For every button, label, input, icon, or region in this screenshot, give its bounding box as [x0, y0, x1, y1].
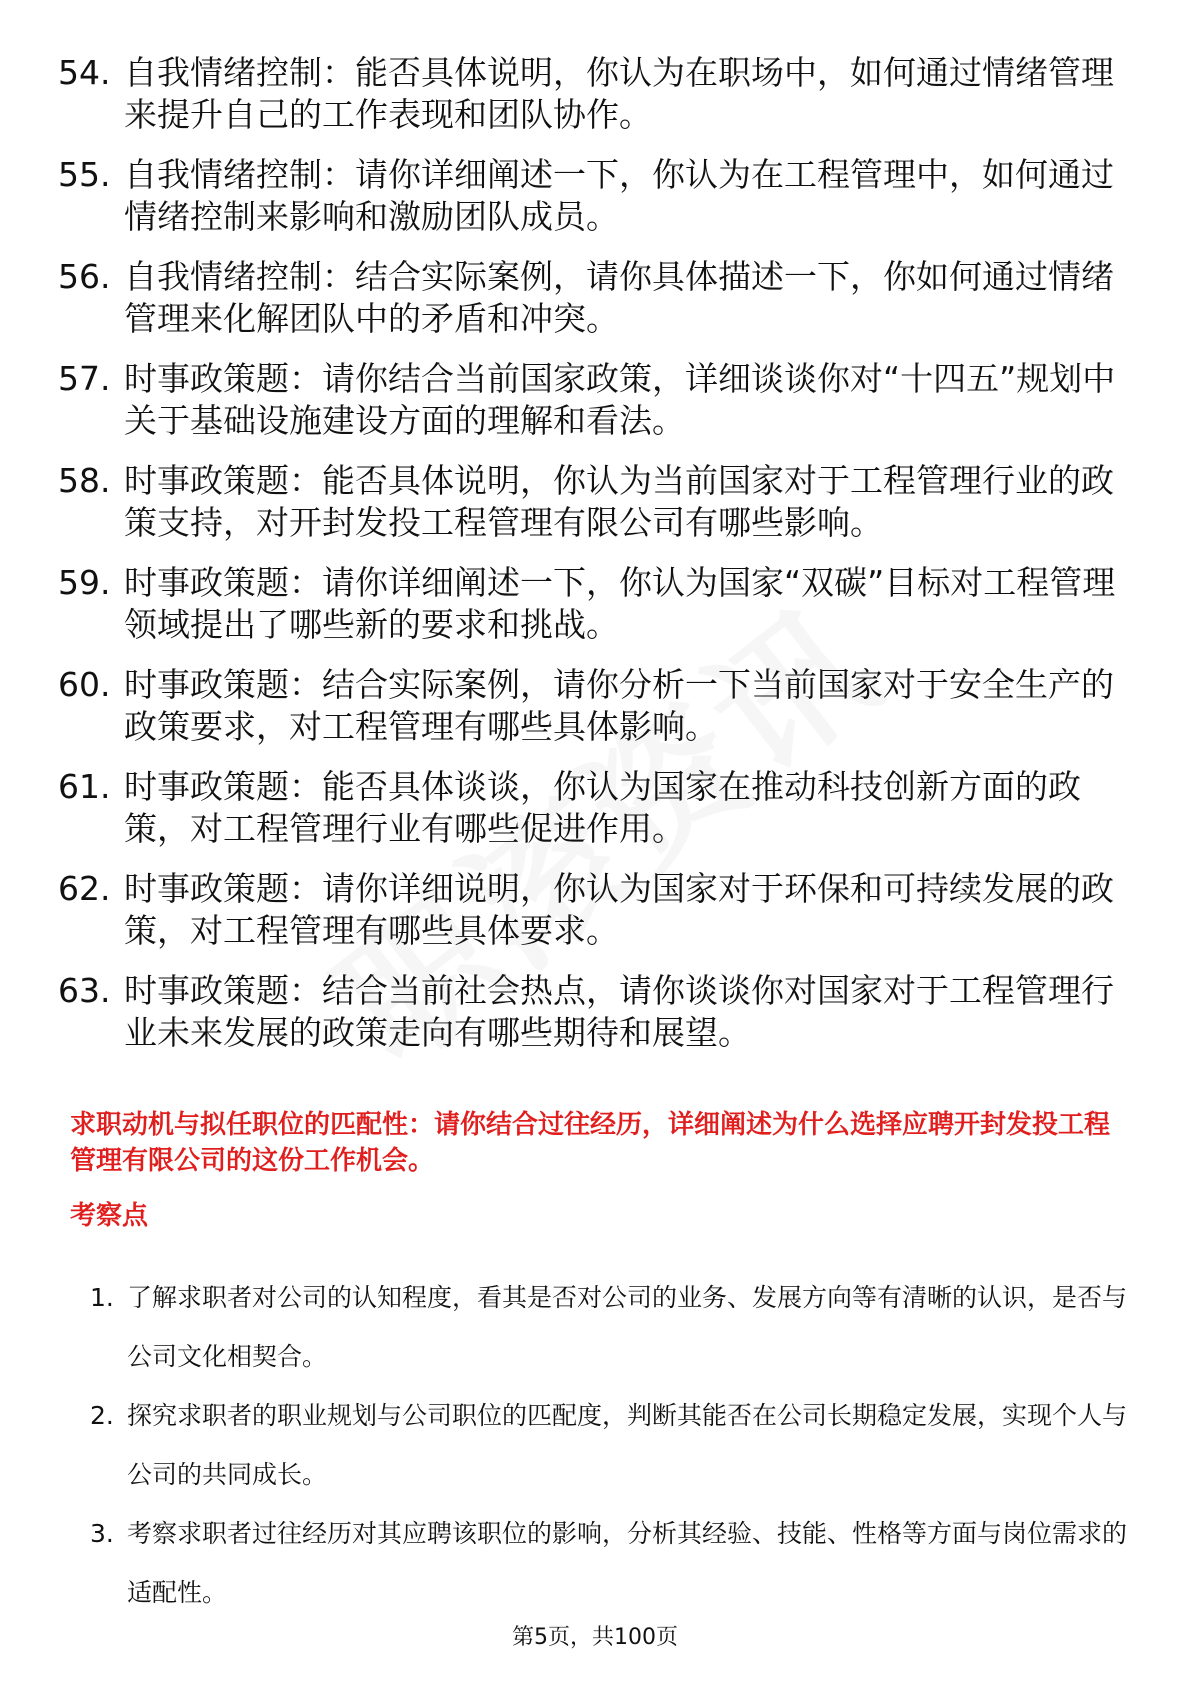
list-item: [58, 460, 1128, 544]
question-text: 自我情绪控制：请你详细阐述一下，你认为在工程管理中，如何通过情绪控制来影响和激励团队成员。: [124, 155, 1114, 236]
question-number: 63.: [58, 971, 111, 1010]
list-item: [58, 868, 1128, 952]
point-number: 1.: [90, 1283, 114, 1312]
list-item: [58, 562, 1128, 646]
point-text: 探究求职者的职业规划与公司职位的匹配度，判断其能否在公司长期稳定发展，实现个人与公司的共同成长。: [127, 1401, 1128, 1489]
list-item: [90, 1268, 1130, 1386]
list-item: [58, 664, 1128, 748]
question-text: 时事政策题：结合实际案例，请你分析一下当前国家对于安全生产的政策要求，对工程管理有哪些具体影响。: [124, 665, 1114, 746]
page-footer: 第5页，共100页: [512, 1625, 678, 1650]
question-text: 时事政策题：能否具体谈谈，你认为国家在推动科技创新方面的政策，对工程管理行业有哪些促进作用。: [124, 767, 1081, 848]
question-text: 时事政策题：请你结合当前国家政策，详细谈谈你对“十四五”规划中关于基础设施建设方面的理解和看法。: [124, 359, 1116, 440]
question-number: 61.: [58, 767, 111, 806]
question-number: 59.: [58, 563, 111, 602]
question-text: 时事政策题：结合当前社会热点，请你谈谈你对国家对于工程管理行业未来发展的政策走向有哪些期待和展望。: [124, 971, 1114, 1052]
list-item: [90, 1504, 1130, 1622]
point-list: [90, 1268, 1130, 1622]
question-number: 56.: [58, 257, 111, 296]
question-text: 时事政策题：能否具体说明，你认为当前国家对于工程管理行业的政策支持，对开封发投工程管理有限公司有哪些影响。: [124, 461, 1114, 542]
list-item: [58, 970, 1128, 1054]
list-item: [58, 358, 1128, 442]
question-number: 58.: [58, 461, 111, 500]
list-item: [58, 52, 1128, 136]
section-title: 求职动机与拟任职位的匹配性：请你结合过往经历，详细阐述为什么选择应聘开封发投工程管理有限公司的这份工作机会。: [70, 1110, 1111, 1176]
section-subtitle: 考察点: [70, 1201, 149, 1231]
list-item: [90, 1386, 1130, 1504]
point-text: 考察求职者过往经历对其应聘该职位的影响，分析其经验、技能、性格等方面与岗位需求的适配性。: [127, 1519, 1128, 1607]
question-number: 62.: [58, 869, 111, 908]
point-number: 3.: [90, 1519, 114, 1548]
point-number: 2.: [90, 1401, 114, 1430]
question-number: 57.: [58, 359, 111, 398]
question-list: [58, 52, 1128, 1072]
list-item: [58, 154, 1128, 238]
question-number: 54.: [58, 53, 111, 92]
list-item: [58, 766, 1128, 850]
point-text: 了解求职者对公司的认知程度，看其是否对公司的业务、发展方向等有清晰的认识，是否与公司文化相契合。: [127, 1283, 1128, 1371]
question-text: 自我情绪控制：能否具体说明，你认为在职场中，如何通过情绪管理来提升自己的工作表现和团队协作。: [124, 53, 1114, 134]
question-text: 时事政策题：请你详细说明，你认为国家对于环保和可持续发展的政策，对工程管理有哪些具体要求。: [124, 869, 1114, 950]
question-text: 时事政策题：请你详细阐述一下，你认为国家“双碳”目标对工程管理领域提出了哪些新的要求和挑战。: [124, 563, 1116, 644]
question-number: 55.: [58, 155, 111, 194]
question-text: 自我情绪控制：结合实际案例，请你具体描述一下，你如何通过情绪管理来化解团队中的矛盾和冲突。: [124, 257, 1114, 338]
list-item: [58, 256, 1128, 340]
question-number: 60.: [58, 665, 111, 704]
